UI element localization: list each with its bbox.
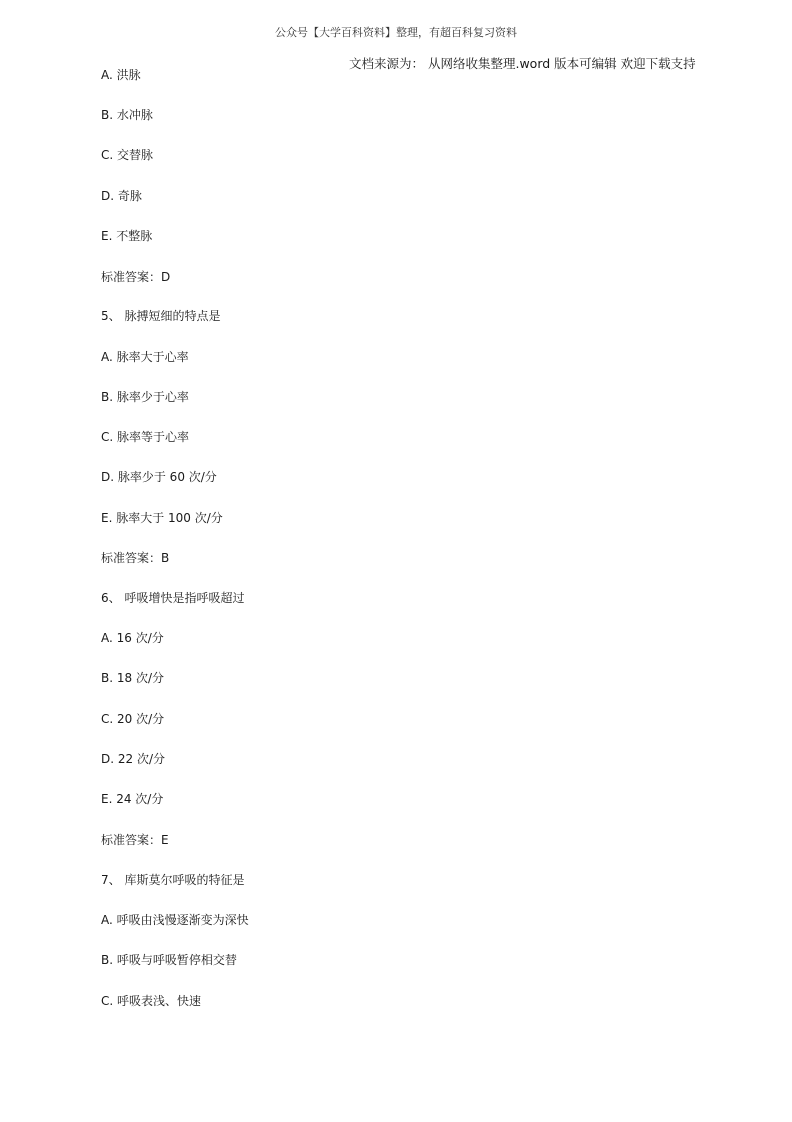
q5-option-a: A. 脉率大于心率: [101, 350, 189, 364]
q4-option-b: B. 水冲脉: [101, 108, 153, 122]
q6-question: 6、 呼吸增快是指呼吸超过: [101, 591, 245, 605]
q5-answer: 标准答案：B: [101, 551, 170, 565]
document-source-note: 文档来源为： 从网络收集整理.word 版本可编辑 欢迎下载支持: [349, 56, 696, 71]
q4-option-e: E. 不整脉: [101, 229, 153, 243]
q7-option-a: A. 呼吸由浅慢逐渐变为深快: [101, 913, 249, 927]
q5-option-c: C. 脉率等于心率: [101, 430, 190, 444]
q5-question: 5、 脉搏短细的特点是: [101, 309, 221, 323]
q5-option-d: D. 脉率少于 60 次/分: [101, 470, 217, 484]
q4-answer: 标准答案：D: [101, 270, 171, 284]
q6-option-c: C. 20 次/分: [101, 712, 165, 726]
q5-option-b: B. 脉率少于心率: [101, 390, 189, 404]
q6-option-e: E. 24 次/分: [101, 792, 164, 806]
q6-option-b: B. 18 次/分: [101, 671, 164, 685]
q6-option-d: D. 22 次/分: [101, 752, 165, 766]
q6-answer: 标准答案：E: [101, 833, 169, 847]
q6-option-a: A. 16 次/分: [101, 631, 164, 645]
page-header-banner: 公众号【大学百科资料】整理，有超百科复习资料: [275, 26, 517, 39]
q7-question: 7、 库斯莫尔呼吸的特征是: [101, 873, 245, 887]
q7-option-c: C. 呼吸表浅、快速: [101, 994, 202, 1008]
q4-option-c: C. 交替脉: [101, 148, 154, 162]
q5-option-e: E. 脉率大于 100 次/分: [101, 511, 223, 525]
q4-option-d: D. 奇脉: [101, 189, 142, 203]
q4-option-a: A. 洪脉: [101, 68, 141, 82]
q7-option-b: B. 呼吸与呼吸暂停相交替: [101, 953, 237, 967]
